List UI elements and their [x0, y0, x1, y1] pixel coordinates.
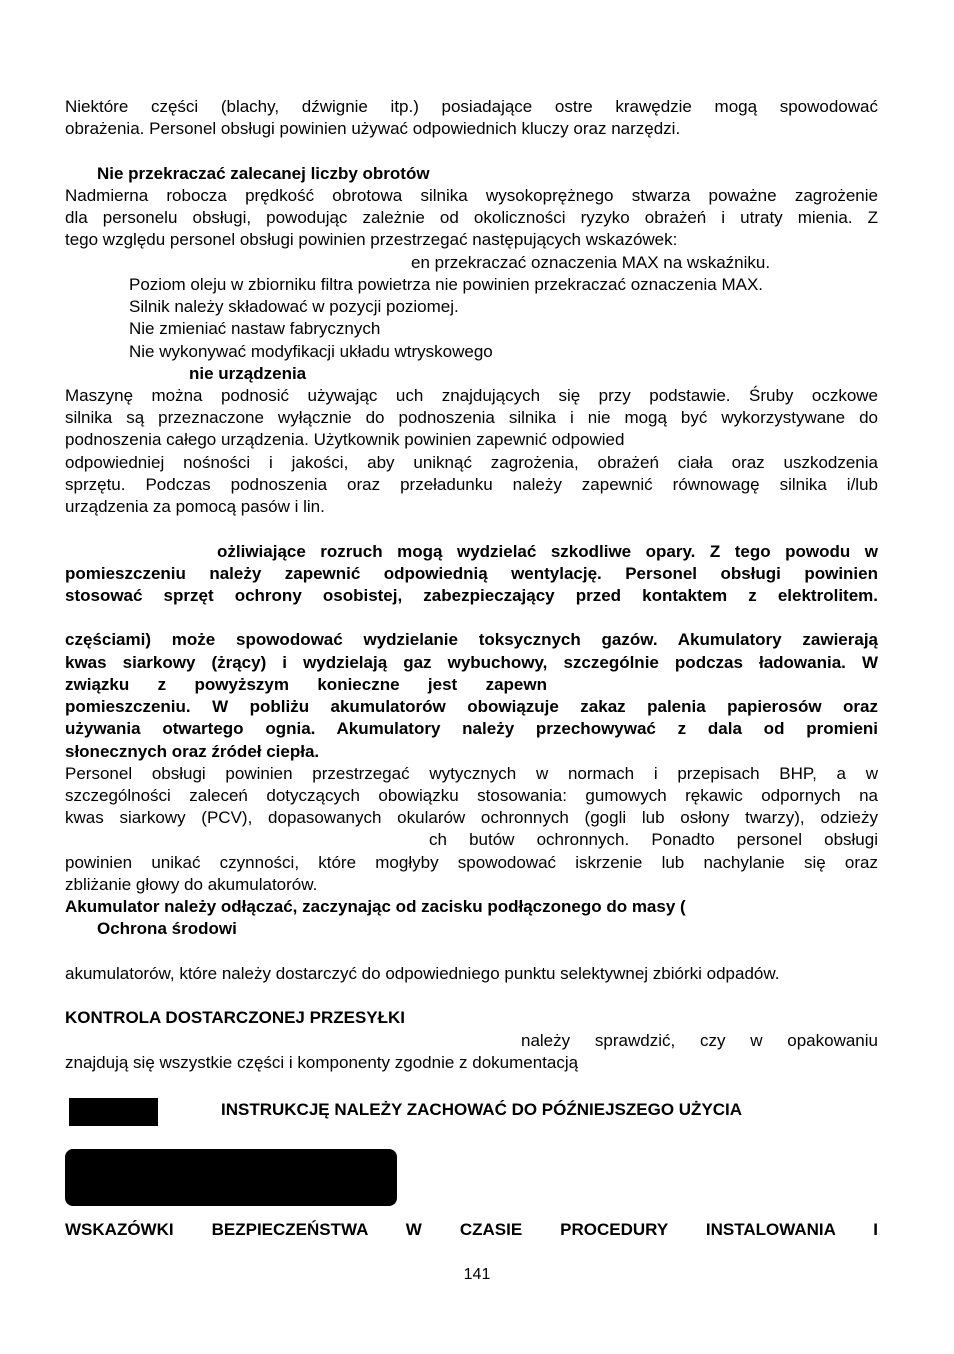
text-line: należy sprawdzić, czy w opakowaniu: [521, 1031, 878, 1050]
text-line: urządzenia za pomocą pasów i lin.: [65, 497, 325, 516]
text-line: tego względu personel obsługi powinien przestrzegać następujących wskazówek:: [65, 230, 678, 249]
installation-heading: WSKAZÓWKI BEZPIECZEŃSTWA W CZASIE PROCEDURY INSTALOWANIA I: [65, 1220, 878, 1239]
redaction-box: [65, 1149, 397, 1206]
bullet-item: Nie wykonywać modyfikacji układu wtryskowego: [129, 342, 493, 361]
page-number: 141: [463, 1266, 491, 1283]
heading-speed: Nie przekraczać zalecanej liczby obrotów: [97, 164, 430, 183]
text-line: związku z powyższym konieczne jest zapewn: [65, 675, 547, 694]
text-line: używania otwartego ognia. Akumulatory należy przechowywać z dala od promieni: [65, 719, 878, 738]
text-line: Personel obsługi powinien przestrzegać wytycznych w normach i przepisach BHP, a w: [65, 764, 878, 783]
bullet-item: Poziom oleju w zbiorniku filtra powietrza nie powinien przekraczać oznaczenia MAX.: [129, 275, 764, 294]
heading-shipment: KONTROLA DOSTARCZONEJ PRZESYŁKI: [65, 1008, 406, 1027]
text-line: kwas siarkowy (żrący) i wydzielają gaz wybuchowy, szczególnie podczas ładowania. W: [65, 653, 878, 672]
text-line: kwas siarkowy (PCV), dopasowanych okularów ochronnych (gogli lub osłony twarzy), odzieży: [65, 808, 878, 827]
text-line: pomieszczeniu. W pobliżu akumulatorów obowiązuje zakaz palenia papierosów oraz: [65, 697, 878, 716]
heading-lift: nie urządzenia: [189, 364, 307, 383]
text-line: słonecznych oraz źródeł ciepła.: [65, 742, 320, 761]
text-line: dla personelu obsługi, powodując zależnie od okoliczności ryzyko obrażeń i utraty mienia. Z: [65, 208, 878, 227]
text-line: Niektóre części (blachy, dźwignie itp.) posiadające ostre krawędzie mogą spowodować: [65, 97, 878, 116]
text-line: stosować sprzęt ochrony osobistej, zabezpieczający przed kontaktem z elektrolitem.: [65, 586, 878, 605]
text-line: szczególności zaleceń dotyczących obowiązku stosowania: gumowych rękawic odpornych na: [65, 786, 878, 805]
text-line: pomieszczeniu należy zapewnić odpowiednią wentylację. Personel obsługi powinien: [65, 564, 878, 583]
text-line: sprzętu. Podczas podnoszenia oraz przeładunku należy zapewnić równowagę silnika i/lub: [65, 475, 878, 494]
text-line: znajdują się wszystkie części i komponenty zgodnie z dokumentacją: [65, 1053, 579, 1072]
bullet-item: Silnik należy składować w pozycji poziomej.: [129, 297, 459, 316]
text-line: akumulatorów, które należy dostarczyć do odpowiedniego punktu selektywnej zbiórki odpadów.: [65, 964, 780, 983]
text-line: odpowiedniej nośności i jakości, aby uniknąć zagrożenia, obrażeń ciała oraz uszkodzenia: [65, 453, 878, 472]
bullet-item: Nie zmieniać nastaw fabrycznych: [129, 319, 381, 338]
text-line: podnoszenia całego urządzenia. Użytkownik powinien zapewnić odpowied: [65, 430, 625, 449]
text-line: ch butów ochronnych. Ponadto personel obsługi: [429, 830, 878, 849]
text-line: obrażenia. Personel obsługi powinien używać odpowiednich kluczy oraz narzędzi.: [65, 119, 681, 138]
bullet-item: en przekraczać oznaczenia MAX na wskaźniku.: [411, 253, 771, 272]
keep-instructions-heading: INSTRUKCJĘ NALEŻY ZACHOWAĆ DO PÓŹNIEJSZEGO UŻYCIA: [221, 1100, 743, 1119]
heading-environment: Ochrona środowi: [97, 919, 237, 938]
text-line: Maszynę można podnosić używając uch znajdujących się przy podstawie. Śruby oczkowe: [65, 386, 878, 405]
text-line: Nadmierna robocza prędkość obrotowa silnika wysokoprężnego stwarza poważne zagrożenie: [65, 186, 878, 205]
redaction-box: [69, 1098, 158, 1126]
text-line: częściami) może spowodować wydzielanie toksycznych gazów. Akumulatory zawierają: [65, 630, 878, 649]
text-line: zbliżanie głowy do akumulatorów.: [65, 875, 318, 894]
text-line: powinien unikać czynności, które mogłyby spowodować iskrzenie lub nachylanie się oraz: [65, 853, 878, 872]
text-line: ożliwiające rozruch mogą wydzielać szkodliwe opary. Z tego powodu w: [217, 542, 878, 561]
text-line: Akumulator należy odłączać, zaczynając od zacisku podłączonego do masy (: [65, 897, 686, 916]
text-line: silnika są przeznaczone wyłącznie do podnoszenia silnika i nie mogą być wykorzystywane do: [65, 408, 878, 427]
